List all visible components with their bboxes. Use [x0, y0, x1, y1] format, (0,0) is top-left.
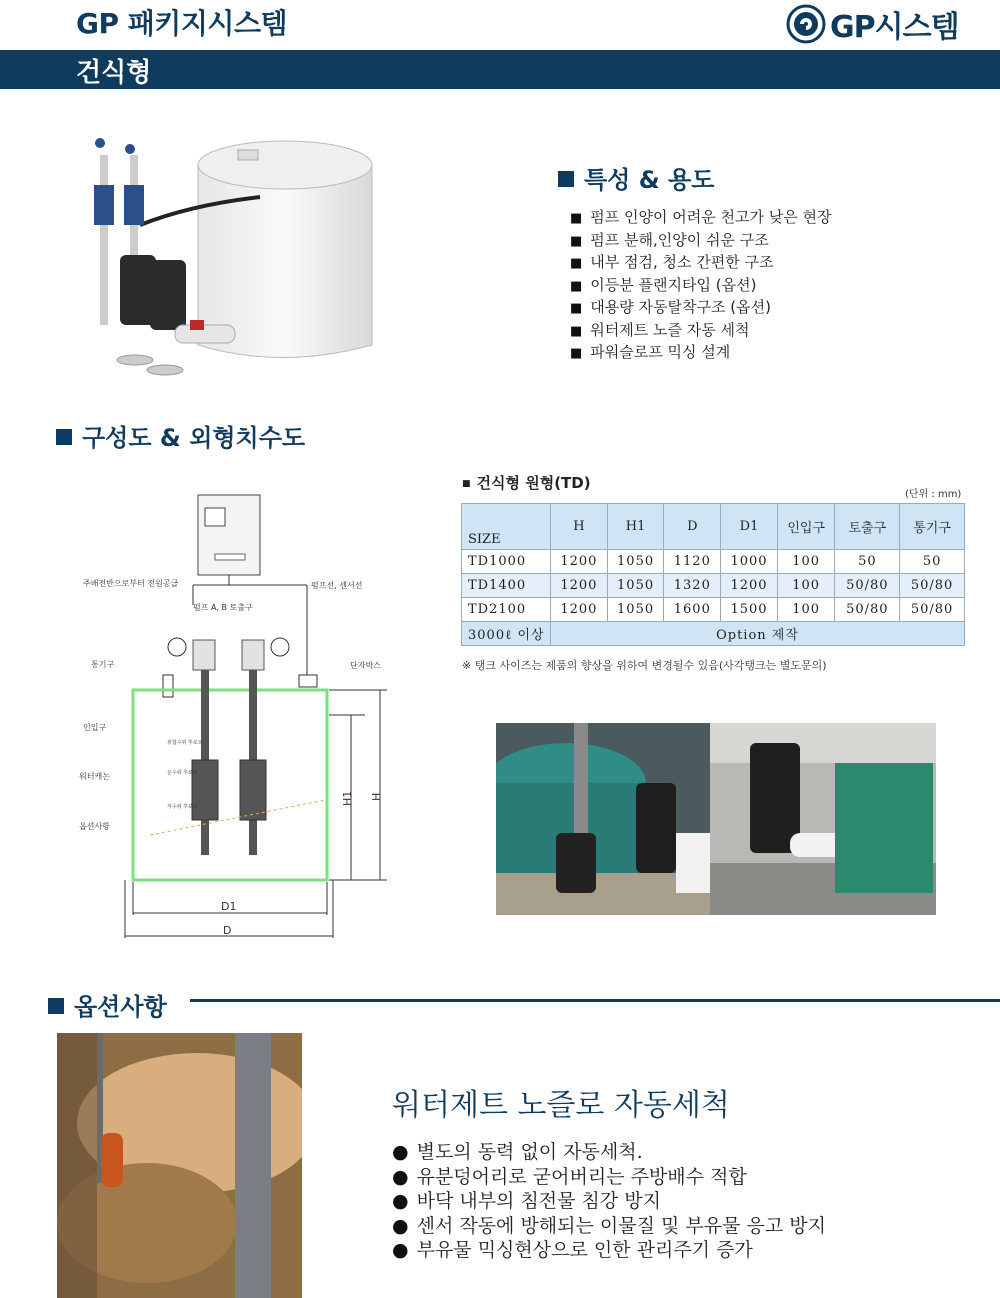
- diagram-label-mid-float: 운수위 후로트: [167, 770, 198, 776]
- waterjet-item: ● 부유물 믹싱현상으로 인한 관리주기 증가: [392, 1238, 826, 1263]
- col-header-h: H: [551, 504, 608, 550]
- spec-table: [461, 503, 965, 646]
- logo-text: GP시스템: [830, 10, 959, 45]
- product-illustration: [80, 125, 380, 385]
- table-unit: (단위 : mm): [905, 489, 962, 500]
- feature-item: ■ 파워슬로프 믹싱 설계: [570, 342, 832, 365]
- diagram-label-d: D: [223, 924, 232, 937]
- composition-heading: 구성도 & 외형치수도: [56, 418, 305, 453]
- diagram-label-sensor: 펌프선, 센서선: [311, 581, 363, 590]
- feature-item: ■ 대용량 자동탈착구조 (옵션): [570, 297, 832, 320]
- waterjet-list: [392, 1140, 826, 1263]
- banner-title: 건식형: [76, 58, 152, 88]
- col-header-inlet: 인입구: [777, 504, 835, 550]
- installation-photo-right: [710, 723, 936, 915]
- diagram-label-high-float: 위험수위 후로트: [167, 740, 203, 746]
- col-header-d1: D1: [721, 504, 778, 550]
- diagram-label-outlet: 펌프 A, B 토출구: [193, 603, 253, 612]
- diagram-label-d1: D1: [221, 900, 237, 913]
- title-square-icon: ■: [462, 479, 471, 489]
- table-header-row: [462, 504, 965, 550]
- table-row: TD1000 1200 1050 1120 1000 100 50 50: [462, 550, 965, 574]
- section-banner: [0, 50, 1000, 89]
- company-logo: [786, 4, 986, 44]
- heading-square-icon: [558, 171, 574, 187]
- dimension-diagram: [75, 490, 405, 945]
- diagram-label-h: H: [370, 792, 383, 801]
- col-header-vent: 통기구: [900, 504, 965, 550]
- col-header-size: SIZE: [462, 504, 551, 550]
- heading-square-icon: [48, 998, 64, 1014]
- document-title: GP 패키지시스템: [76, 7, 288, 40]
- diagram-label-h1: H1: [341, 790, 354, 806]
- col-header-d: D: [664, 504, 721, 550]
- diagram-label-power: 주배전반으로부터 전원공급: [83, 579, 179, 588]
- waterjet-item: ● 센서 작동에 방해되는 이물질 및 부유물 응고 방지: [392, 1214, 826, 1239]
- col-header-outlet: 토출구: [835, 504, 900, 550]
- waterjet-item: ● 별도의 동력 없이 자동세척.: [392, 1140, 826, 1165]
- feature-item: ■ 이등분 플랜지타입 (옵션): [570, 275, 832, 298]
- options-heading: 옵션사항: [48, 987, 167, 1022]
- diagram-label-option: 옵션사항: [79, 822, 110, 831]
- gp-logo-icon: [786, 4, 826, 44]
- col-header-h1: H1: [607, 504, 664, 550]
- table-row: TD2100 1200 1050 1600 1500 100 50/80 50/80: [462, 598, 965, 622]
- feature-item: ■ 워터제트 노즐 자동 세척: [570, 320, 832, 343]
- table-note: ※ 탱크 사이즈는 제품의 향상을 위하여 변경될수 있음(사각탱크는 별도문의): [462, 659, 827, 672]
- waterjet-item: ● 바닥 내부의 침전물 침강 방지: [392, 1189, 826, 1214]
- diagram-label-nozzle: 워터캐논: [79, 772, 110, 781]
- installation-photo-left: [496, 723, 710, 915]
- diagram-label-vent: 통기구: [91, 660, 115, 669]
- features-heading: 특성 & 용도: [558, 160, 714, 195]
- feature-item: ■ 내부 점검, 청소 간편한 구조: [570, 252, 832, 275]
- table-row-option: 3000ℓ 이상 Option 제작: [462, 622, 965, 646]
- diagram-label-terminal: 단자박스: [350, 661, 381, 670]
- feature-item: ■ 펌프 인양이 어려운 천고가 낮은 현장: [570, 207, 832, 230]
- heading-square-icon: [56, 429, 72, 445]
- diagram-label-inlet: 인입구: [83, 723, 107, 732]
- table-row: TD1400 1200 1050 1320 1200 100 50/80 50/80: [462, 574, 965, 598]
- waterjet-title: 워터제트 노즐로 자동세척: [392, 1088, 730, 1123]
- features-list: [570, 207, 832, 365]
- options-divider: [190, 999, 1000, 1002]
- table-title: ■ 건식형 원형(TD): [462, 474, 591, 492]
- feature-item: ■ 펌프 분해,인양이 쉬운 구조: [570, 230, 832, 253]
- diagram-label-low-float: 저수위 후로트: [167, 804, 198, 810]
- waterjet-photo: [57, 1033, 302, 1298]
- waterjet-item: ● 유분덩어리로 굳어버리는 주방배수 적합: [392, 1165, 826, 1190]
